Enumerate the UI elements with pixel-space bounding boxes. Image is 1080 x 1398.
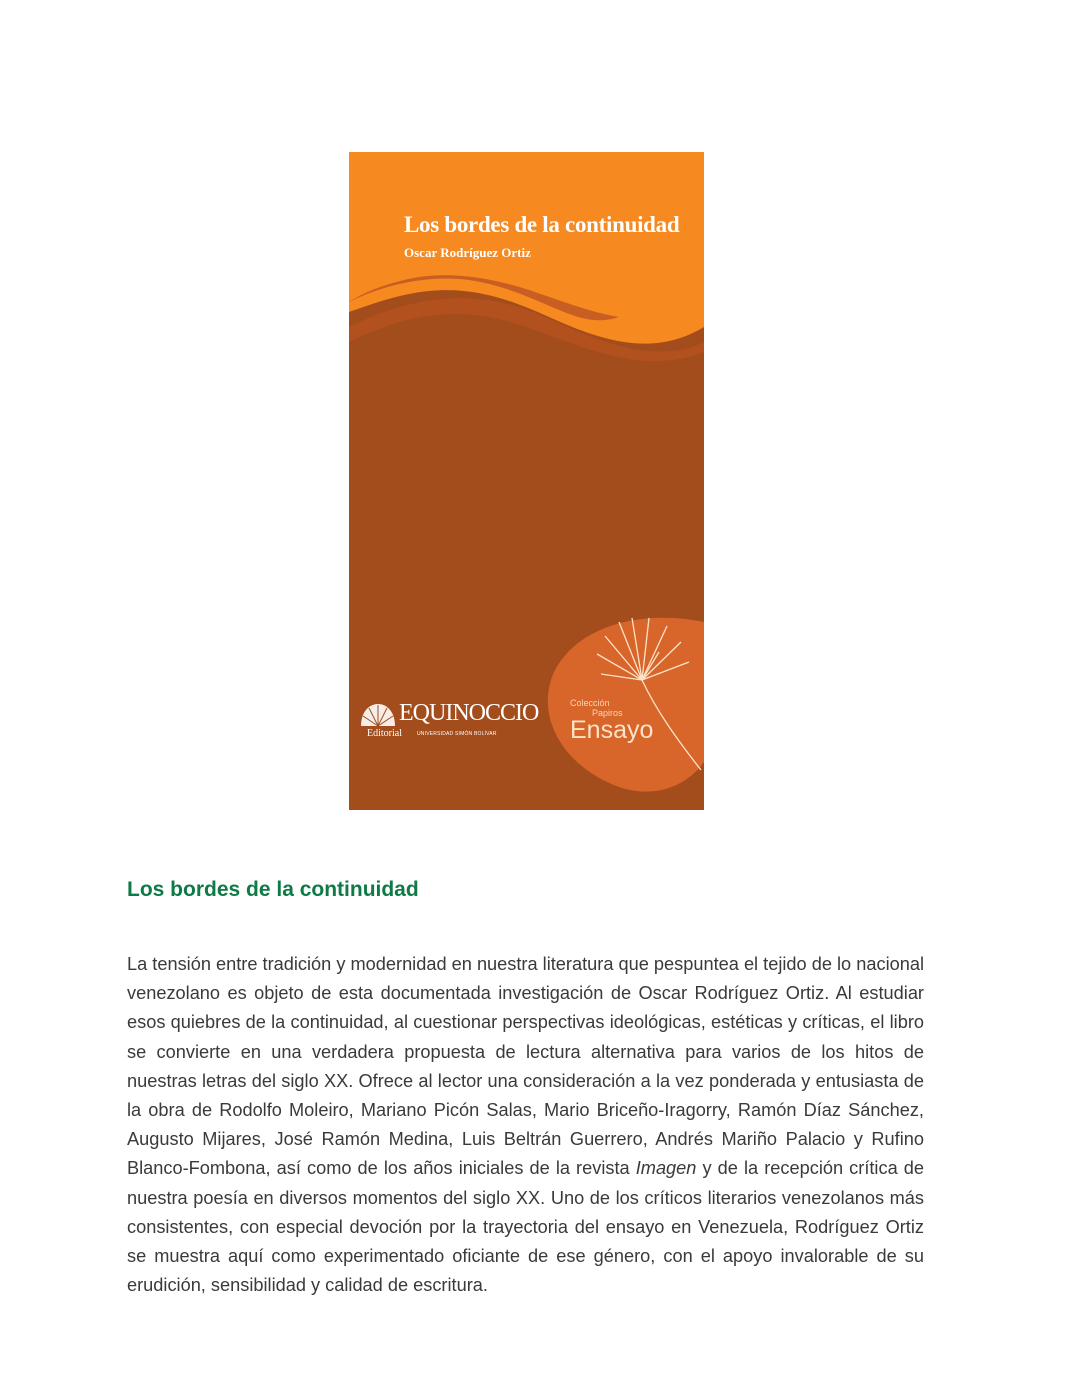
- shell-emblem-icon: [359, 700, 397, 730]
- cover-title: Los bordes de la continuidad: [404, 212, 680, 237]
- book-cover: [349, 152, 704, 810]
- description-italic-title: Imagen: [635, 1158, 697, 1179]
- collection-line-1: Colección: [570, 698, 610, 708]
- collection-name: Ensayo: [570, 716, 654, 744]
- cover-author: Oscar Rodríguez Ortiz: [404, 245, 531, 260]
- collection-label: [570, 698, 653, 745]
- collection-line-2: Papiros: [592, 708, 623, 718]
- logo-name: EQUINOCCIO: [399, 700, 539, 726]
- logo-university: UNIVERSIDAD SIMÓN BOLÍVAR: [417, 731, 497, 737]
- logo-editorial-text: Editorial: [367, 728, 402, 739]
- book-description: [127, 950, 924, 1300]
- description-text-1: La tensión entre tradición y modernidad en nuestra literatura que pespuntea el tejido de lo nacional venezolano es objeto de esta documentada investigación de Oscar Rodríguez Ortiz. Al estudiar esos quiebres de la continuidad, al cuestionar perspectivas ideológicas, estéticas y críticas, el libro se convierte en una verdadera propuesta de lectura alternativa para varios de los hitos de nuestras letras del siglo XX. Ofrece al lector una consideración a la vez ponderada y entusiasta de la obra de Rodolfo Moleiro, Mariano Picón Salas, Mario Briceño-Iragorry, Ramón Díaz Sánchez, Augusto Mijares, José Ramón Medina, Luis Beltrán Guerrero, Andrés Mariño Palacio y Rufino Blanco-Fombona, así como de los años iniciales de la revista: [127, 954, 924, 1179]
- publisher-logo: [359, 700, 539, 748]
- description-text-2: y de la recepción crítica de nuestra poesía en diversos momentos del siglo XX. Uno de los críticos literarios venezolanos más consistentes, con especial devoción por la trayectoria del ensayo en Venezuela, Rodríguez Ortiz se muestra aquí como experimentado oficiante de ese género, con el apoyo invalorable de su erudición, sensibilidad y calidad de escritura.: [127, 1158, 925, 1296]
- book-title: Los bordes de la continuidad: [127, 878, 419, 901]
